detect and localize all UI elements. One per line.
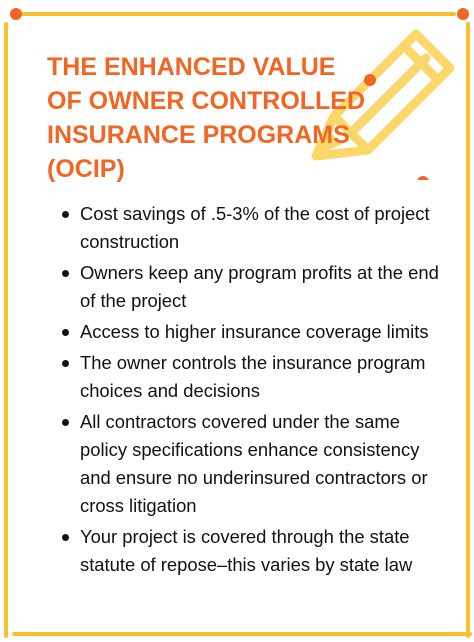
list-item-text: The owner controls the insurance program choices and decisions [80, 352, 426, 401]
list-item-text: Owners keep any program profits at the end of the project [80, 262, 439, 311]
list-item-text: Your project is covered through the state statute of repose–this varies by state law [80, 526, 413, 575]
title-line: THE ENHANCED VALUE [47, 53, 336, 81]
list-item-text: Access to higher insurance coverage limits [80, 321, 429, 342]
list-item [48, 259, 443, 315]
benefits-list [48, 200, 443, 582]
title-line: OF OWNER CONTROLLED [47, 87, 366, 115]
list-item [48, 408, 443, 520]
list-item [48, 200, 443, 256]
list-item-text: Cost savings of .5-3% of the cost of project construction [80, 203, 430, 252]
bullet-icon [62, 534, 69, 541]
bullet-icon [62, 211, 69, 218]
pencil-accent-dot [417, 176, 429, 180]
frame-corner-dot [10, 8, 22, 20]
list-item [48, 523, 443, 579]
frame-corner-dot [457, 8, 469, 20]
bullet-icon [62, 419, 69, 426]
title-line: INSURANCE PROGRAMS [47, 121, 350, 149]
bullet-icon [62, 360, 69, 367]
title-line: (OCIP) [47, 155, 125, 183]
page-title [47, 50, 377, 186]
bullet-icon [62, 270, 69, 277]
bullet-icon [62, 329, 69, 336]
list-item [48, 349, 443, 405]
list-item [48, 318, 443, 346]
list-item-text: All contractors covered under the same policy specifications enhance consistency and ensure no underinsured contractors or cross litigation [80, 411, 428, 516]
